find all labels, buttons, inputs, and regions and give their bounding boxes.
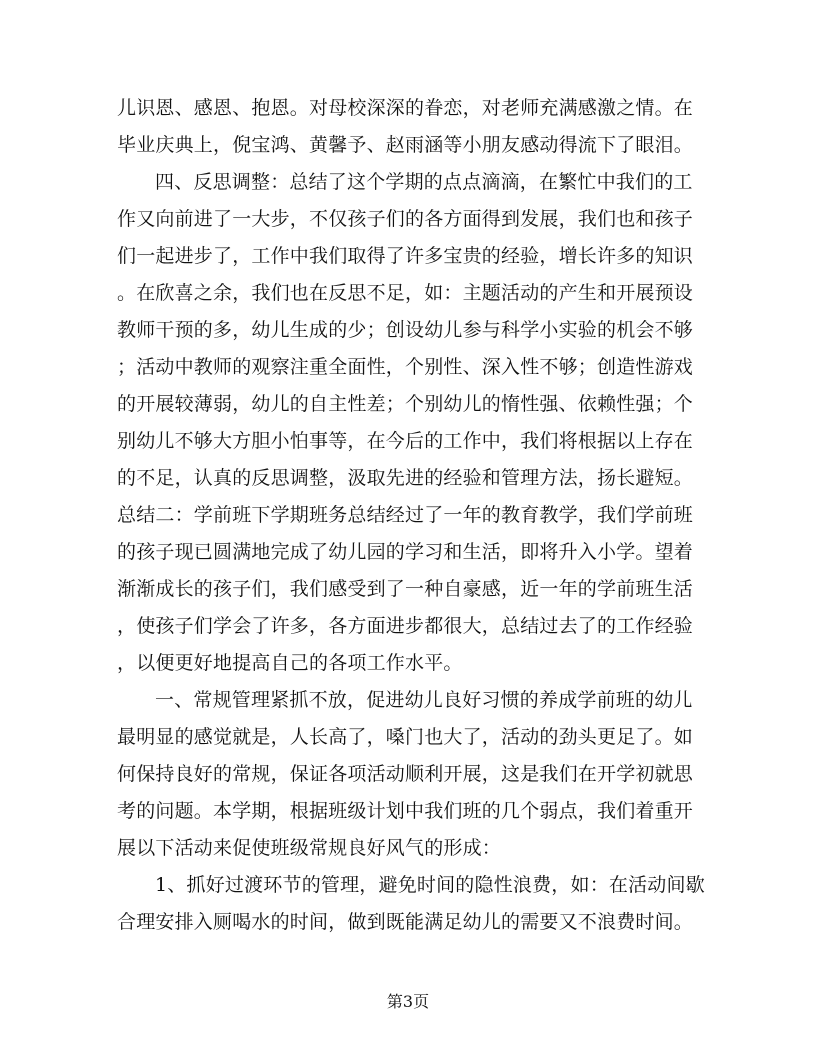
text-line: 何保持良好的常规，保证各项活动顺利开展，这是我们在开学初就思 [117, 763, 694, 785]
text-line: 作又向前进了一大步，不仅孩子们的各方面得到发展，我们也和孩子 [117, 208, 694, 230]
text-line: 考的问题。本学期，根据班级计划中我们班的几个弱点，我们着重开 [117, 800, 694, 822]
text-line: 儿识恩、感恩、抱恩。对母校深深的眷恋，对老师充满感激之情。在 [117, 97, 694, 119]
paragraph-start-line: 四、反思调整：总结了这个学期的点点滴滴，在繁忙中我们的工 [155, 171, 693, 193]
body-text [117, 90, 703, 941]
paragraph-start-line: 1、抓好过渡环节的管理，避免时间的隐性浪费，如：在活动间歇 [155, 874, 705, 896]
text-line: ，使孩子们学会了许多，各方面进步都很大，总结过去了的工作经验 [117, 615, 694, 637]
text-line: 的不足，认真的反思调整，汲取先进的经验和管理方法，扬长避短。 [117, 467, 694, 489]
text-line: 的孩子现已圆满地完成了幼儿园的学习和生活，即将升入小学。望着 [117, 541, 694, 563]
text-line: 总结二：学前班下学期班务总结经过了一年的教育教学，我们学前班 [117, 504, 694, 526]
text-line: ；活动中教师的观察注重全面性，个别性、深入性不够；创造性游戏 [117, 356, 694, 378]
text-line: 的开展较薄弱，幼儿的自主性差；个别幼儿的惰性强、依赖性强；个 [117, 393, 694, 415]
text-line: ，以便更好地提高自己的各项工作水平。 [117, 652, 463, 674]
text-line: 教师干预的多，幼儿生成的少；创设幼儿参与科学小实验的机会不够 [117, 319, 694, 341]
text-line: 。在欣喜之余，我们也在反思不足，如：主题活动的产生和开展预设 [117, 282, 694, 304]
page-number: 第3页 [386, 992, 430, 1011]
paragraph-start-line: 一、常规管理紧抓不放，促进幼儿良好习惯的养成学前班的幼儿 [155, 689, 693, 711]
text-line: 毕业庆典上，倪宝鸿、黄馨予、赵雨涵等小朋友感动得流下了眼泪。 [117, 134, 694, 156]
text-line: 别幼儿不够大方胆小怕事等，在今后的工作中，我们将根据以上存在 [117, 430, 694, 452]
text-line: 展以下活动来促使班级常规良好风气的形成： [117, 837, 502, 859]
text-line: 合理安排入厕喝水的时间，做到既能满足幼儿的需要又不浪费时间。 [117, 911, 694, 933]
text-line: 最明显的感觉就是，人长高了，嗓门也大了，活动的劲头更足了。如 [117, 726, 694, 748]
text-line: 渐渐成长的孩子们，我们感受到了一种自豪感，近一年的学前班生活 [117, 578, 694, 600]
text-line: 们一起进步了，工作中我们取得了许多宝贵的经验，增长许多的知识 [117, 245, 694, 267]
